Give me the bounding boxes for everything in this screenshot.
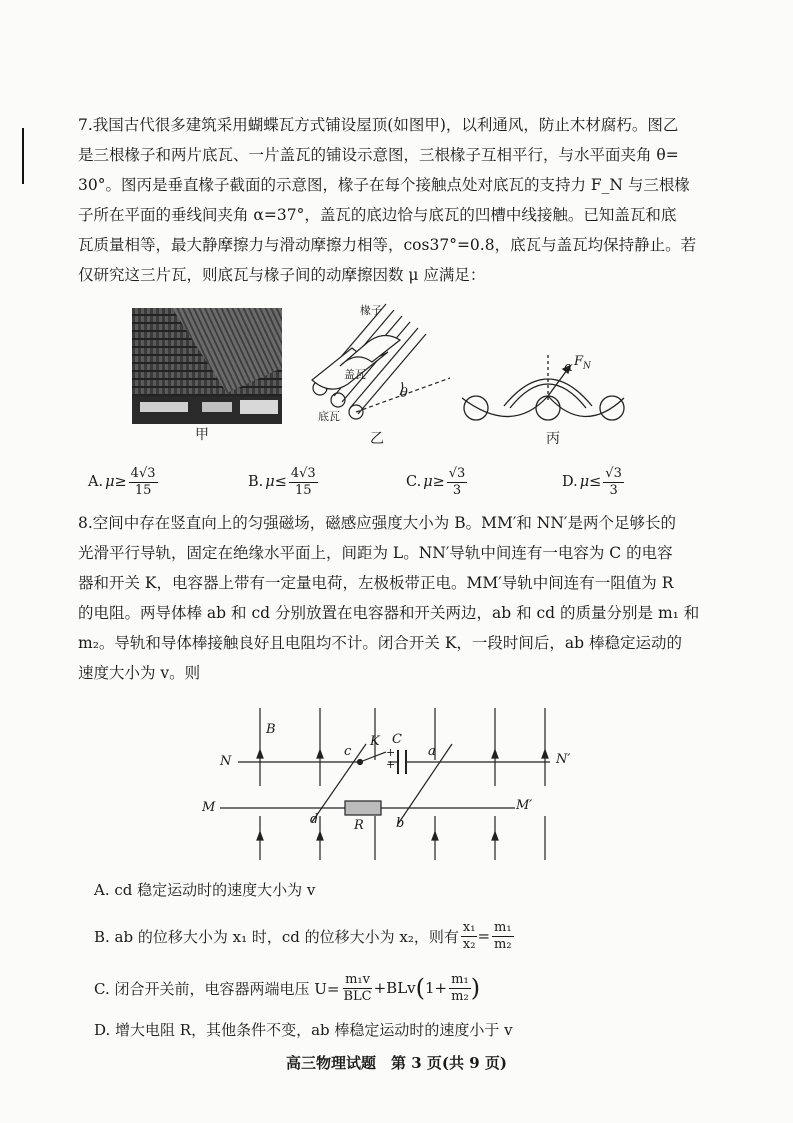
q7-choices [88, 460, 708, 504]
q7-line-6: 仅研究这三片瓦，则底瓦与椽子间的动摩擦因数 μ 应满足： [78, 266, 486, 284]
question-7 [78, 110, 714, 290]
circuit-diagram [200, 704, 580, 864]
label-M-prime: M′ [516, 798, 533, 813]
q8-line-1: 8.空间中存在竖直向上的匀强磁场，磁感应强度大小为 B。MM′和 NN′是两个足够长的 [78, 514, 676, 532]
q7-line-4: 子所在平面的垂线间夹角 α=37°，盖瓦的底边恰与底瓦的凹槽中线接触。已知盖瓦和底 [78, 206, 677, 224]
q8-line-3: 器和开关 K，电容器上带有一定量电荷，左极板带正电。MM′导轨中间连有一阻值为 R [78, 574, 674, 592]
question-8 [78, 508, 714, 688]
caption-yi: 乙 [370, 431, 384, 447]
q8-line-2: 光滑平行导轨，固定在绝缘水平面上，间距为 L。NN′导轨中间连有一电容为 C 的电容 [78, 544, 673, 562]
magnetic-field-lines [257, 708, 548, 860]
q7-line-3: 30°。图丙是垂直椽子截面的示意图，椽子在每个接触点处对底瓦的支持力 F_N 与三根椽 [78, 176, 690, 194]
q7-line-1: 7.我国古代很多建筑采用蝴蝶瓦方式铺设屋顶(如图甲)，以利通风，防止木材腐朽。图乙 [78, 116, 679, 134]
page-footer: 高三物理试题 第 3 页(共 9 页) [286, 1054, 507, 1072]
label-R: R [354, 818, 364, 833]
label-N: N [220, 754, 232, 769]
label-a: a [428, 744, 436, 759]
label-C: C [392, 732, 402, 747]
label-N-prime: N′ [556, 752, 571, 767]
q7-choice-a[interactable]: A. μ≥ $\frac{4√3}{15}$ [88, 465, 156, 498]
label-b: b [396, 816, 405, 831]
q7-choice-d[interactable]: D. μ≤ $\frac{√3}{3}$ [562, 465, 622, 498]
q8-line-4: 的电阻。两导体棒 ab 和 cd 分别放置在电容器和开关两边，ab 和 cd 的质量分别是 m₁ 和 [78, 604, 700, 622]
label-plus-1: + [386, 746, 396, 759]
rafter-diagram [300, 300, 470, 428]
q8-line-6: 速度大小为 v。则 [78, 664, 201, 682]
q7-line-5: 瓦质量相等，最大静摩擦力与滑动摩擦力相等，cos37°=0.8，底瓦与盖瓦均保持静止。若 [78, 236, 697, 254]
q8-option-c[interactable]: C. 闭合开关前，电容器两端电压 U= $\frac{\text{m₁v}}{\text{BLC}}$ +BLv ( 1+ $\frac{\text{m₁}}{\text{m₂}}$ ) [94, 971, 481, 1004]
q8-number: 8. [78, 514, 93, 532]
label-rafter: 椽子 [360, 304, 382, 317]
roof-photo [132, 308, 282, 424]
q8-option-d[interactable]: D. 增大电阻 R，其他条件不变，ab 棒稳定运动时的速度小于 v [94, 1020, 513, 1039]
caption-jia: 甲 [195, 427, 209, 443]
label-theta: θ [400, 386, 408, 401]
label-M: M [202, 800, 216, 815]
margin-mark [22, 128, 24, 184]
label-B: B [266, 722, 276, 737]
q8-option-b[interactable]: B. ab 的位移大小为 x₁ 时，cd 的位移大小为 x₂，则有 $\frac{\text{x₁}}{\text{x₂}}$ = $\frac{\text{m₁}}{\text{m₂}}$ [94, 919, 512, 952]
label-fn: $F_N$ [574, 354, 591, 372]
q7-choice-c[interactable]: C. μ≥ $\frac{√3}{3}$ [406, 465, 466, 498]
cross-section-diagram [456, 350, 626, 430]
label-cover-tile: 盖瓦 [344, 368, 366, 381]
label-alpha: α [564, 360, 573, 375]
q8-option-a[interactable]: A. cd 稳定运动时的速度大小为 v [94, 880, 316, 899]
caption-bing: 丙 [546, 431, 560, 447]
label-base-tile: 底瓦 [318, 410, 340, 423]
label-K: K [370, 734, 380, 749]
q7-choice-b[interactable]: B. μ≤ $\frac{4√3}{15}$ [248, 465, 316, 498]
label-d: d [310, 812, 319, 827]
label-c: c [344, 744, 352, 759]
q7-number: 7. [78, 116, 93, 134]
q7-line-2: 是三根椽子和两片底瓦、一片盖瓦的铺设示意图，三根椽子互相平行，与水平面夹角 θ= [78, 146, 679, 164]
label-plus-2: + [386, 758, 396, 771]
q8-line-5: m₂。导轨和导体棒接触良好且电阻均不计。闭合开关 K，一段时间后，ab 棒稳定运动的 [78, 634, 683, 652]
